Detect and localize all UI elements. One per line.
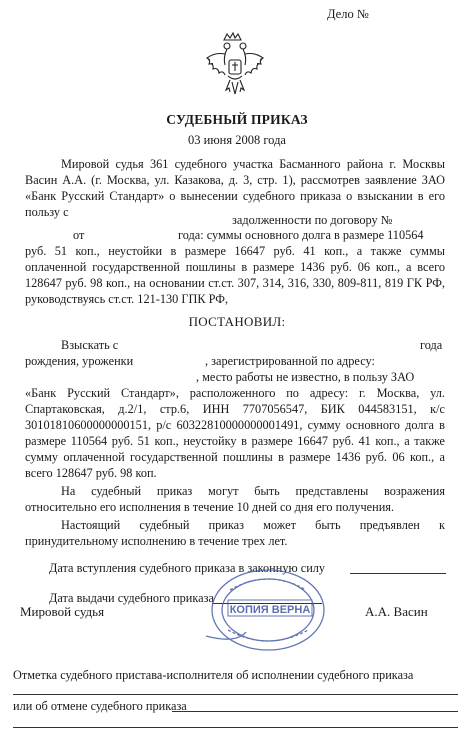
issue-date-label: Дата выдачи судебного приказа [49, 591, 214, 605]
intro-line-5-end: года: суммы основного долга в размере 110564 [178, 228, 424, 242]
ruling-line-4: «Банк Русский Стандарт», расположенного по адресу: г. Москва, ул. [25, 386, 445, 400]
stamp-text: КОПИЯ ВЕРНА [229, 604, 311, 616]
intro-line-3: «Банк Русский Стандарт» о вынесении судебного приказа о взыскании в его [25, 189, 445, 203]
intro-line-1: Мировой судья 361 судебного участка Басманного района г. Москвы [61, 157, 445, 171]
intro-line-4-start: пользу с [25, 205, 69, 219]
bailiff-note-rule-3 [13, 727, 458, 728]
bailiff-note-line-1: Отметка судебного пристава-исполнителя об исполнении судебного приказа [13, 668, 414, 682]
document-date: 03 июня 2008 года [188, 133, 286, 147]
intro-line-2: Васин А.А. (г. Москва, ул. Казакова, д. 3, стр. 1), рассмотрев заявление ЗАО [25, 173, 445, 187]
ruling-line-2-start: рождения, уроженки [25, 354, 134, 368]
case-number: Дело № [327, 7, 369, 21]
objections-line-2: относительно его исполнения в течение 10 дней со дня его получения. [25, 500, 395, 514]
ruling-line-7: размере 110564 руб. 51 коп., неустойку в размере 16647 руб. 41 коп., а также [25, 434, 445, 448]
ordered-heading: ПОСТАНОВИЛ: [188, 314, 286, 329]
objections-line-1: На судебный приказ могут быть представлены возражения [61, 484, 445, 498]
intro-line-5-start: от [73, 228, 85, 242]
ruling-line-8: сумму оплаченной государственной пошлины в размере 1436 руб. 06 коп., а [25, 450, 445, 464]
russian-coat-of-arms-icon [202, 30, 268, 102]
official-stamp [198, 566, 328, 654]
bailiff-note-rule-2 [172, 711, 458, 712]
bailiff-note-line-2: или об отмене судебного приказа [13, 699, 187, 713]
intro-line-6: руб. 51 коп., неустойки в размере 16647 руб. 41 коп., а также суммы [25, 244, 445, 258]
signature-name: А.А. Васин [365, 604, 428, 619]
signature-role: Мировой судья [20, 604, 105, 619]
ruling-line-5: Спартаковская, д.2/1, стр.6, ИНН 7707056547, БИК 044583151, к/с [25, 402, 445, 416]
ruling-line-3: , место работы не известно, в пользу ЗАО [196, 370, 415, 384]
intro-line-9: руководствуясь ст.ст. 121-130 ГПК РФ, [25, 292, 229, 306]
ruling-line-2-end: , зарегистрированной по адресу: [205, 354, 375, 368]
entry-into-force-label: Дата вступления судебного приказа в законную силу [49, 561, 326, 575]
intro-line-8: 128647 руб. 98 коп., на основании ст.ст. 307, 314, 316, 330, 809-811, 819 ГК РФ, [25, 276, 445, 290]
entry-into-force-line [350, 573, 446, 574]
intro-line-7: оплаченной государственной пошлины в размере 1436 руб. 06 коп., а всего [25, 260, 445, 274]
intro-line-4-end: задолженности по договору № [232, 213, 393, 227]
enforcement-line-1: Настоящий судебный приказ может быть предъявлен к [61, 518, 445, 532]
bailiff-note-rule-1 [13, 694, 458, 695]
enforcement-line-2: принудительному исполнению в течение трех лет. [25, 534, 288, 548]
ruling-line-9: всего 128647 руб. 98 коп. [25, 466, 157, 480]
document-title: СУДЕБНЫЙ ПРИКАЗ [166, 112, 308, 127]
ruling-line-6: 30101810600000000151, р/с 60322810000000001491, сумму основного долга в [25, 418, 445, 432]
ruling-line-1-start: Взыскать с [61, 338, 119, 352]
ruling-line-1-end: года [420, 338, 443, 352]
